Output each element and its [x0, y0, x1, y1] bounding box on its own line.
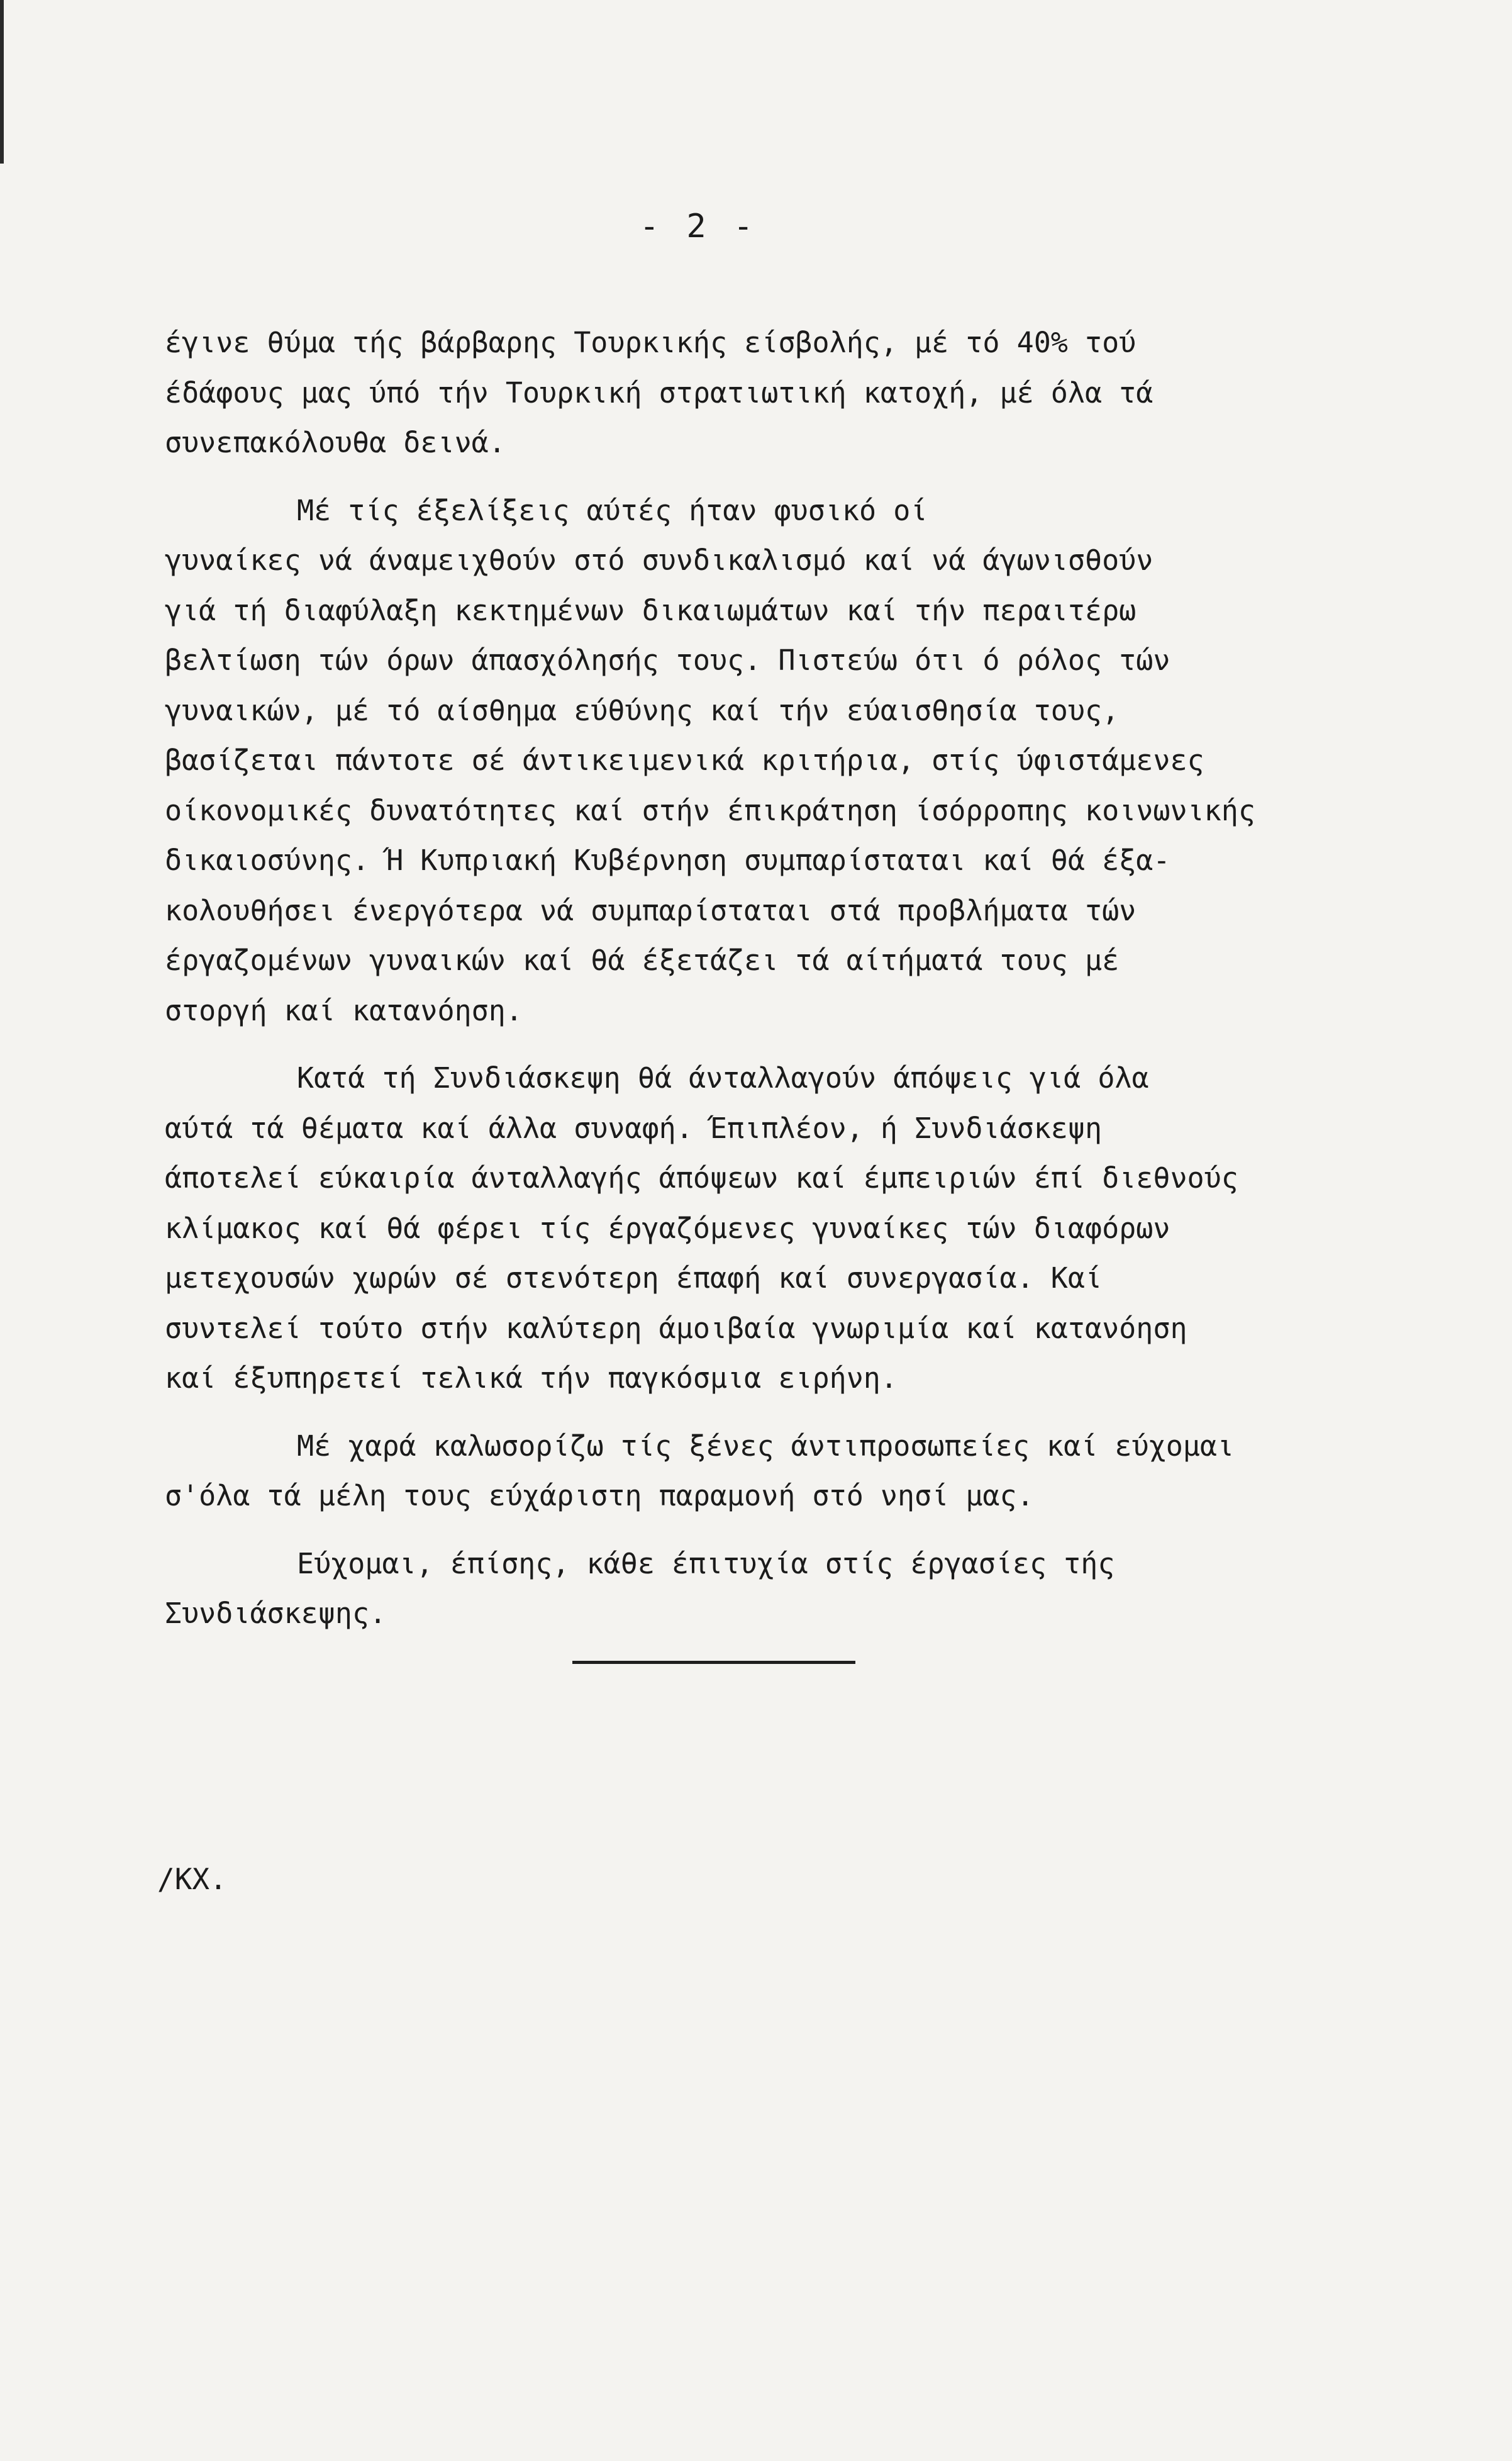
paragraph-5 — [165, 1539, 1354, 1639]
text-line: έδάφους μας ύπό τήν Τουρκική στρατιωτική κατοχή, μέ όλα τά — [165, 376, 1153, 410]
text-line: βελτίωση τών όρων άπασχόλησής τους. Πιστεύω ότι ό ρόλος τών — [165, 644, 1170, 677]
paragraph-2 — [165, 486, 1354, 1036]
text-line: έργαζομένων γυναικών καί θά έξετάζει τά αίτήματά τους μέ — [165, 944, 1120, 977]
text-line: γυναίκες νά άναμειχθούν στό συνδικαλισμό καί νά άγωνισθούν — [165, 544, 1153, 577]
text-line: γυναικών, μέ τό αίσθημα εύθύνης καί τήν εύαισθησία τους, — [165, 693, 1120, 727]
body-text — [165, 318, 1354, 1639]
text-line: μετεχουσών χωρών σέ στενότερη έπαφή καί συνεργασία. Καί — [165, 1261, 1103, 1295]
page-number: - 2 - — [639, 208, 757, 245]
text-line: δικαιοσύνης. Ή Κυπριακή Κυβέρνηση συμπαρίσταται καί θά έξα- — [165, 844, 1170, 877]
paragraph-4 — [165, 1421, 1354, 1521]
text-line: βασίζεται πάντοτε σέ άντικειμενικά κριτήρια, στίς ύφιστάμενες — [165, 744, 1204, 777]
text-line: αύτά τά θέματα καί άλλα συναφή. Έπιπλέον, ή Συνδιάσκεψη — [165, 1111, 1103, 1145]
text-line: συνεπακόλουθα δεινά. — [165, 426, 506, 459]
text-line: Μέ τίς έξελίξεις αύτές ήταν φυσικό οί — [297, 493, 928, 527]
text-line: κλίμακος καί θά φέρει τίς έργαζόμενες γυναίκες τών διαφόρων — [165, 1211, 1170, 1245]
text-line: σ'όλα τά μέλη τους εύχάριστη παραμονή στό νησί μας. — [165, 1479, 1034, 1512]
paragraph-1 — [165, 318, 1354, 468]
text-line: Κατά τή Συνδιάσκεψη θά άνταλλαγούν άπόψεις γιά όλα — [297, 1061, 1149, 1095]
text-line: έγινε θύμα τής βάρβαρης Τουρκικής είσβολής, μέ τό 40% τού — [165, 326, 1137, 359]
text-line: οίκονομικές δυνατότητες καί στήν έπικράτηση ίσόρροπης κοινωνικής — [165, 793, 1255, 827]
text-line: Μέ χαρά καλωσορίζω τίς ξένες άντιπροσωπείες καί εύχομαι — [297, 1429, 1235, 1463]
text-line: άποτελεί εύκαιρία άνταλλαγής άπόψεων καί έμπειριών έπί διεθνούς — [165, 1161, 1238, 1195]
paragraph-3 — [165, 1053, 1354, 1403]
closing-rule — [572, 1661, 855, 1664]
text-line: καί έξυπηρετεί τελικά τήν παγκόσμια ειρήνη. — [165, 1361, 898, 1395]
text-line: Συνδιάσκεψης. — [165, 1597, 387, 1630]
typist-reference: /ΚΧ. — [157, 1862, 227, 1896]
scan-edge-mark — [0, 0, 4, 164]
text-line: στοργή καί κατανόηση. — [165, 993, 523, 1027]
text-line: γιά τή διαφύλαξη κεκτημένων δικαιωμάτων καί τήν περαιτέρω — [165, 593, 1137, 627]
text-line: κολουθήσει ένεργότερα νά συμπαρίσταται στά προβλήματα τών — [165, 893, 1137, 927]
text-line: Εύχομαι, έπίσης, κάθε έπιτυχία στίς έργασίες τής — [297, 1546, 1115, 1580]
text-line: συντελεί τούτο στήν καλύτερη άμοιβαία γνωριμία καί κατανόηση — [165, 1311, 1187, 1345]
